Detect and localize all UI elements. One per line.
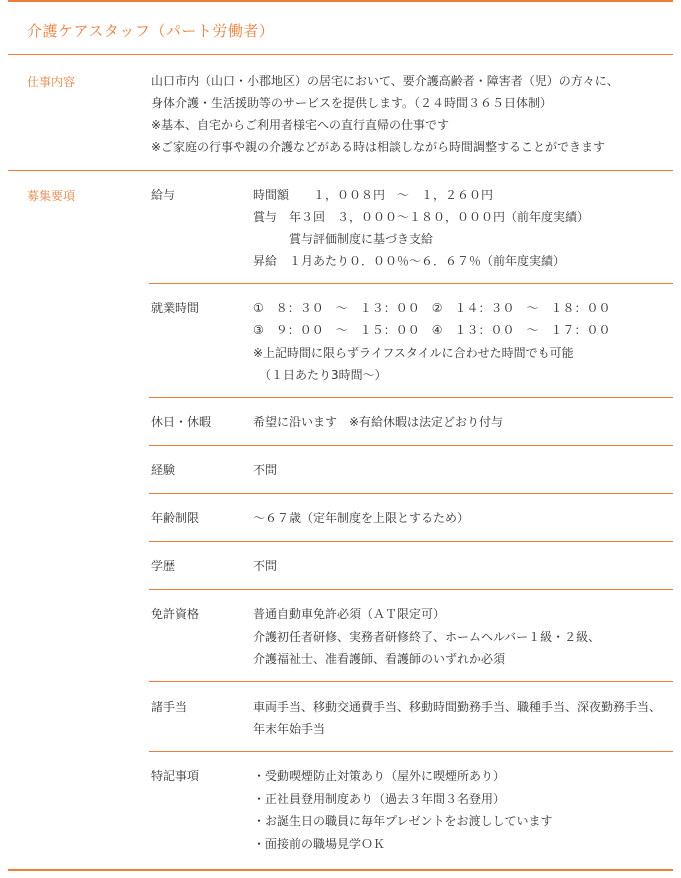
row-divider — [149, 541, 673, 542]
row-label-license: 免許資格 — [151, 607, 200, 621]
license-line: 普通自動車免許必須（ＡＴ限定可） — [253, 607, 446, 621]
job-line: 山口市内（山口・小郡地区）の居宅において、要介護高齢者・障害者（児）の方々に、 — [151, 74, 619, 88]
allowances-line: 年末年始手当 — [253, 722, 326, 736]
holidays-value: 希望に沿います ※有給休暇は法定どおり付与 — [253, 415, 504, 429]
experience-value: 不問 — [253, 463, 278, 477]
row-label-age: 年齢制限 — [151, 511, 200, 525]
salary-line: 時間額 １，００８円 ～ １，２６０円 — [253, 188, 494, 202]
salary-line: 賞与 年３回 ３，０００～１８０，０００円（前年度実績） — [253, 210, 590, 224]
notes-line: ・正社員登用制度あり（過去３年間３名登用） — [253, 792, 506, 806]
row-label-allowances: 諸手当 — [151, 700, 188, 714]
allowances-line: 車両手当、移動交通費手当、移動時間勤務手当、職種手当、深夜勤務手当、 — [253, 700, 662, 714]
license-line: 介護福祉士、准看護師、看護師のいずれか必須 — [253, 652, 506, 666]
row-divider — [149, 751, 673, 752]
bottom-divider — [8, 869, 673, 871]
row-divider — [149, 589, 673, 590]
row-label-experience: 経験 — [151, 463, 176, 477]
row-label-education: 学歴 — [151, 559, 176, 573]
top-divider — [8, 0, 673, 2]
hours-line: ① ８：３０ ～ １３：００ ② １４：３０ ～ １８：００ — [253, 301, 611, 315]
notes-line: ・お誕生日の職員に毎年プレゼントをお渡ししています — [253, 814, 553, 828]
hours-line: （１日あたり3時間～） — [253, 368, 387, 382]
row-divider — [149, 493, 673, 494]
row-divider — [149, 397, 673, 398]
page-title: 介護ケアスタッフ（パート労働者） — [27, 22, 275, 40]
row-divider — [149, 445, 673, 446]
job-line: 身体介護・生活援助等のサービスを提供します。（２４時間３６５日体制） — [151, 96, 553, 110]
hours-line: ※上記時間に限らずライフスタイルに合わせた時間でも可能 — [253, 346, 574, 360]
row-label-holidays: 休日・休暇 — [151, 415, 212, 429]
salary-line: 賞与評価制度に基づき支給 — [253, 232, 434, 246]
section-divider — [8, 170, 673, 171]
row-divider — [149, 681, 673, 682]
license-line: 介護初任者研修、実務者研修終了、ホームヘルバー１級・２級、 — [253, 630, 601, 644]
section-label-job: 仕事内容 — [27, 75, 76, 89]
row-label-salary: 給与 — [151, 188, 176, 202]
job-line: ※ご家庭の行事や親の介護などがある時は相談しながら時間調整することができます — [151, 140, 606, 154]
notes-line: ・受動喫煙防止対策あり（屋外に喫煙所あり） — [253, 769, 506, 783]
job-line: ※基本、自宅からご利用者様宅への直行直帰の仕事です — [151, 118, 450, 132]
salary-line: 昇給 １月あたり０．００％～６．６７％（前年度実績） — [253, 254, 566, 268]
education-value: 不問 — [253, 559, 278, 573]
age-value: ～６７歳（定年制度を上限とするため） — [253, 511, 470, 525]
row-label-hours: 就業時間 — [151, 301, 200, 315]
title-divider — [8, 54, 673, 55]
row-divider — [149, 283, 673, 284]
row-label-notes: 特記事項 — [151, 769, 200, 783]
hours-line: ③ ９：００ ～ １５：００ ④ １３：００ ～ １７：００ — [253, 323, 611, 337]
notes-line: ・面接前の職場見学ＯＫ — [253, 837, 386, 851]
section-label-recruit: 募集要項 — [27, 189, 76, 203]
